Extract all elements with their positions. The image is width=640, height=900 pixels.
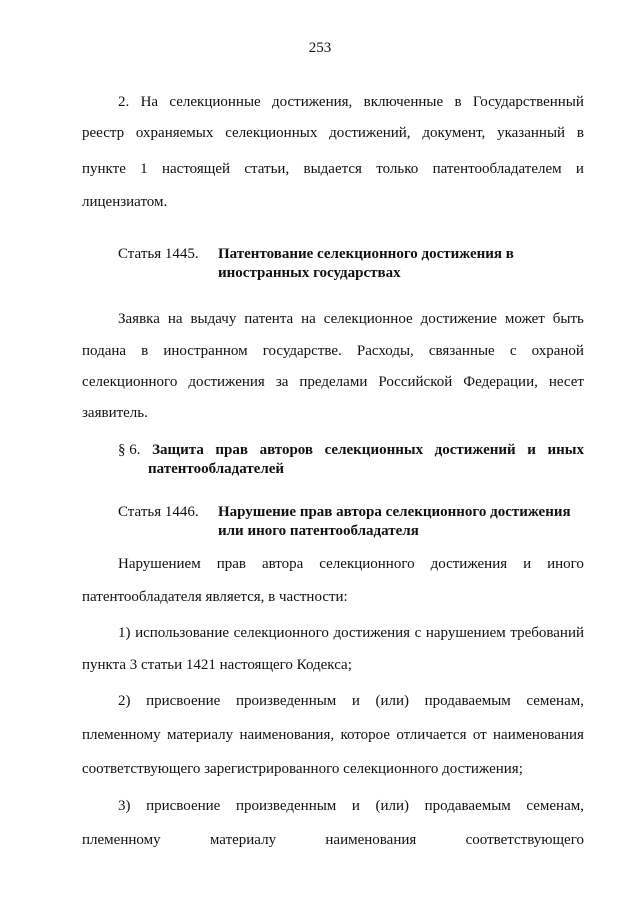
word: селекционные: [169, 94, 261, 110]
word: достижения: [333, 625, 411, 641]
word: селекционных: [225, 125, 318, 141]
word: нарушением: [425, 625, 506, 641]
word: наименования: [493, 727, 584, 743]
article-1445-title-line-2: иностранных государствах: [218, 265, 401, 281]
word: охраняемых: [135, 125, 214, 141]
word: произведенным: [235, 693, 337, 709]
word: может: [504, 311, 545, 327]
word: государстве.: [262, 343, 342, 359]
word: выдается: [303, 161, 362, 177]
word: и: [575, 161, 584, 177]
word: иного: [547, 556, 584, 572]
word: 3): [118, 798, 131, 814]
word: 2.: [118, 94, 130, 110]
word: патента: [244, 311, 294, 327]
word: 1): [118, 625, 131, 641]
item-3-line-2: [82, 831, 584, 849]
word: прав: [215, 442, 248, 458]
article-1446-title-line-2: или иного патентообладателя: [218, 523, 419, 539]
word: с: [414, 625, 422, 641]
word: и: [527, 442, 536, 458]
word: авторов: [259, 442, 314, 458]
paragraph-2-line-4: заявитель.: [82, 405, 148, 421]
word: племенному: [82, 727, 161, 743]
word: селекционное: [323, 311, 413, 327]
word: § 6.: [118, 442, 141, 458]
word: пределами: [299, 374, 368, 390]
word: включенные: [363, 94, 444, 110]
word: документ,: [422, 125, 486, 141]
word: охраной: [531, 343, 584, 359]
word: от: [472, 727, 487, 743]
item-3-line-1: [118, 797, 584, 815]
word: использование: [135, 625, 230, 641]
word: настоящей: [161, 161, 231, 177]
word: статьи,: [244, 161, 290, 177]
paragraph-2-line-3: [82, 373, 584, 391]
paragraph-1-line-4: лицензиатом.: [82, 194, 168, 210]
word: только: [376, 161, 419, 177]
page-number: 253: [308, 40, 332, 56]
article-1446-label: Статья 1446.: [118, 504, 199, 520]
section-6-heading-line-1: [118, 441, 584, 459]
word: иных: [547, 442, 584, 458]
word: племенному: [82, 832, 161, 848]
word: достижений,: [329, 125, 411, 141]
word: материалу: [209, 832, 277, 848]
word: Расходы,: [356, 343, 414, 359]
word: реестр: [82, 125, 125, 141]
word: с: [509, 343, 517, 359]
word: которое: [340, 727, 390, 743]
word: быть: [552, 311, 584, 327]
word: достижения: [430, 556, 508, 572]
article-1445-title-line-1: Патентование селекционного достижения в: [218, 246, 514, 262]
item-2-line-2: [82, 726, 584, 744]
word: (или): [375, 798, 410, 814]
word: присвоение: [146, 693, 221, 709]
item-2-line-1: [118, 692, 584, 710]
word: выдачу: [190, 311, 237, 327]
word: прав: [216, 556, 246, 572]
word: Федерации,: [463, 374, 538, 390]
word: достижения,: [272, 94, 353, 110]
word: материалу: [166, 727, 234, 743]
word: отличается: [396, 727, 467, 743]
word: достижений: [434, 442, 516, 458]
word: требований: [510, 625, 584, 641]
article-1445-label: Статья 1445.: [118, 246, 199, 262]
word: семенам,: [526, 798, 584, 814]
word: и: [523, 556, 532, 572]
word: продаваемым: [424, 693, 511, 709]
word: автора: [261, 556, 304, 572]
word: иностранном: [163, 343, 248, 359]
paragraph-1-line-2: [82, 124, 584, 142]
word: (или): [375, 693, 410, 709]
word: в: [141, 343, 149, 359]
word: в: [454, 94, 462, 110]
section-6-heading-line-2: патентообладателей: [148, 461, 285, 477]
word: достижение: [420, 311, 497, 327]
paragraph-2-line-1: [118, 310, 584, 328]
word: несет: [548, 374, 584, 390]
word: пункте: [82, 161, 126, 177]
paragraph-3-line-2: патентообладателя является, в частности:: [82, 589, 348, 605]
word: Заявка: [118, 311, 160, 327]
word: на: [301, 311, 316, 327]
word: Государственный: [472, 94, 584, 110]
word: селекционного: [319, 556, 415, 572]
word: селекционного: [82, 374, 178, 390]
word: наименования,: [239, 727, 335, 743]
paragraph-3-line-1: [118, 555, 584, 573]
word: в: [576, 125, 584, 141]
word: продаваемым: [424, 798, 511, 814]
word: достижения: [188, 374, 265, 390]
word: патентообладателем: [432, 161, 562, 177]
word: присвоение: [146, 798, 221, 814]
word: наименования: [325, 832, 417, 848]
word: связанные: [428, 343, 495, 359]
item-1-line-2: пункта 3 статьи 1421 настоящего Кодекса;: [82, 657, 352, 673]
word: за: [275, 374, 289, 390]
word: на: [167, 311, 183, 327]
word: соответствующего: [465, 832, 584, 848]
item-2-line-3: соответствующего зарегистрированного селекционного достижения;: [82, 761, 523, 777]
word: и: [351, 693, 360, 709]
article-1446-title-line-1: Нарушение прав автора селекционного достижения: [218, 504, 571, 520]
word: и: [351, 798, 360, 814]
paragraph-2-line-2: [82, 342, 584, 360]
word: Нарушением: [118, 556, 201, 572]
item-1-line-1: [118, 624, 584, 642]
paragraph-1-line-3: [82, 160, 584, 178]
word: подана: [82, 343, 127, 359]
word: 1: [140, 161, 148, 177]
word: селекционных: [324, 442, 424, 458]
word: селекционного: [233, 625, 329, 641]
word: указанный: [497, 125, 566, 141]
paragraph-1-line-1: [118, 93, 584, 111]
word: Российской: [378, 374, 453, 390]
word: произведенным: [235, 798, 337, 814]
word: семенам,: [526, 693, 584, 709]
word: 2): [118, 693, 131, 709]
word: Защита: [152, 442, 204, 458]
word: На: [140, 94, 159, 110]
